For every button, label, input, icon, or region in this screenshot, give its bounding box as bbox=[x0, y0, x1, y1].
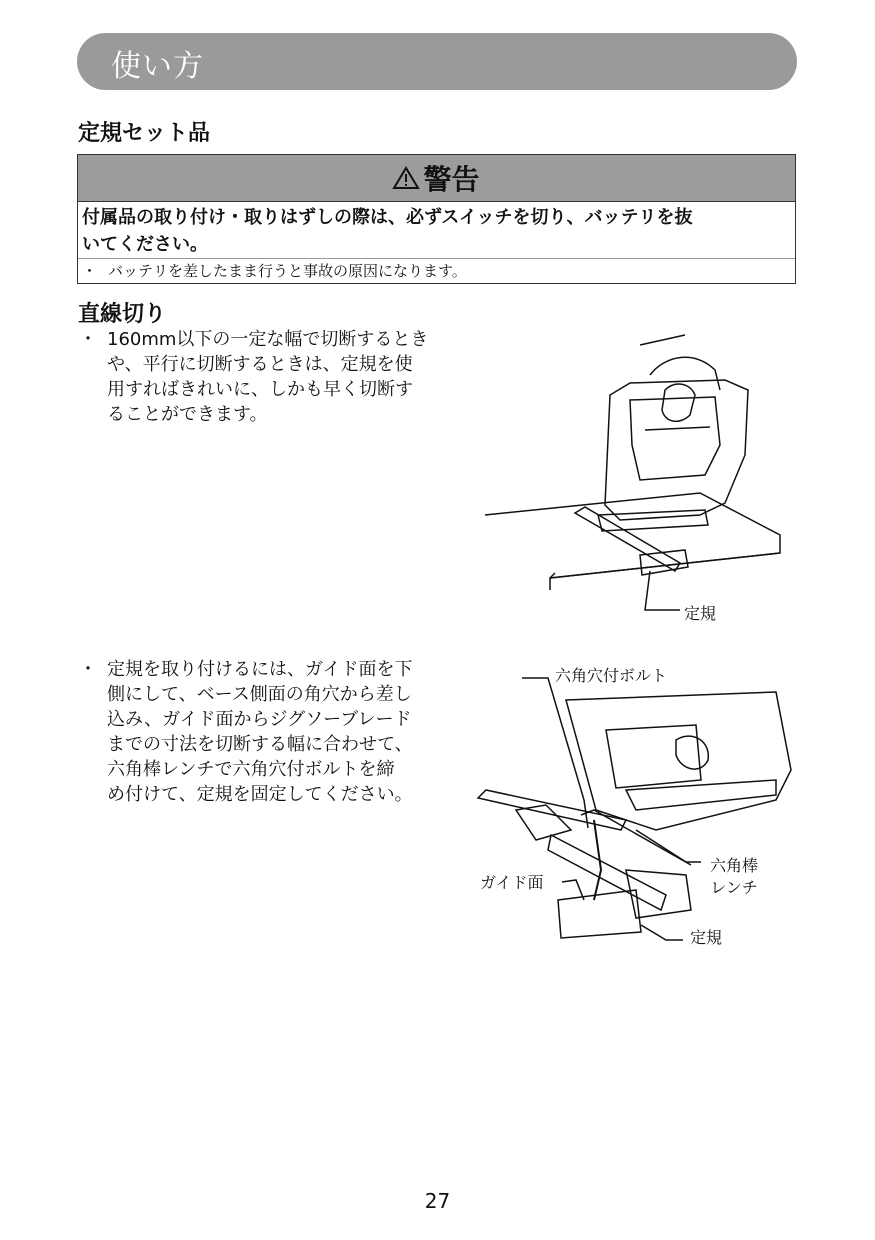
paragraph-attach-guide bbox=[79, 657, 413, 807]
paragraph-line: 六角棒レンチで六角穴付ボルトを締 bbox=[107, 759, 395, 780]
chapter-title: 使い方 bbox=[111, 49, 204, 84]
warning-main-line: 付属品の取り付け・取りはずしの際は、必ずスイッチを切り、バッテリを抜 bbox=[82, 207, 693, 228]
paragraph-line: 定規を取り付けるには、ガイド面を下 bbox=[107, 659, 413, 680]
callout-line: レンチ bbox=[710, 878, 758, 897]
paragraph-line: め付けて、定規を固定してください。 bbox=[107, 784, 413, 805]
paragraph-line: 160mm以下の一定な幅で切断するとき bbox=[107, 329, 429, 350]
paragraph-line: 側にして、ベース側面の角穴から差し bbox=[107, 684, 412, 705]
callout-line: 六角棒 bbox=[710, 856, 759, 875]
section-title: 定規セット品 bbox=[78, 121, 211, 146]
callout-hex-bolt: 六角穴付ボルト bbox=[555, 666, 668, 685]
callout-guide-ruler: 定規 bbox=[690, 928, 723, 947]
warning-main-text bbox=[78, 202, 795, 259]
warning-triangle-icon bbox=[393, 166, 419, 190]
bullet: ・ bbox=[79, 659, 97, 680]
bullet: ・ bbox=[82, 262, 98, 280]
warning-main-line: いてください。 bbox=[82, 234, 208, 255]
callout-guide-face: ガイド面 bbox=[480, 873, 544, 892]
paragraph-line: 込み、ガイド面からジグソーブレード bbox=[107, 709, 412, 730]
straight-cut-heading: 直線切り bbox=[78, 302, 167, 327]
callout-hex-wrench bbox=[710, 855, 758, 899]
warning-sub-line: バッテリを差したまま行うと事故の原因になります。 bbox=[108, 262, 467, 280]
warning-header bbox=[78, 155, 795, 202]
chapter-header-bar bbox=[77, 33, 797, 90]
warning-heading: 警告 bbox=[423, 163, 480, 196]
paragraph-line: 用すればきれいに、しかも早く切断す bbox=[107, 379, 413, 400]
warning-sub-text bbox=[78, 259, 795, 283]
jigsaw-straight-cut-illustration bbox=[480, 335, 790, 625]
page-number: 27 bbox=[424, 1189, 451, 1213]
paragraph-line: ることができます。 bbox=[107, 404, 268, 425]
paragraph-straight-cut bbox=[79, 327, 429, 427]
guide-attachment-illustration bbox=[476, 670, 798, 940]
warning-box bbox=[77, 154, 796, 284]
callout-guide: 定規 bbox=[684, 604, 717, 623]
paragraph-line: や、平行に切断するときは、定規を使 bbox=[107, 354, 413, 375]
bullet: ・ bbox=[79, 329, 97, 350]
paragraph-line: までの寸法を切断する幅に合わせて、 bbox=[107, 734, 413, 755]
